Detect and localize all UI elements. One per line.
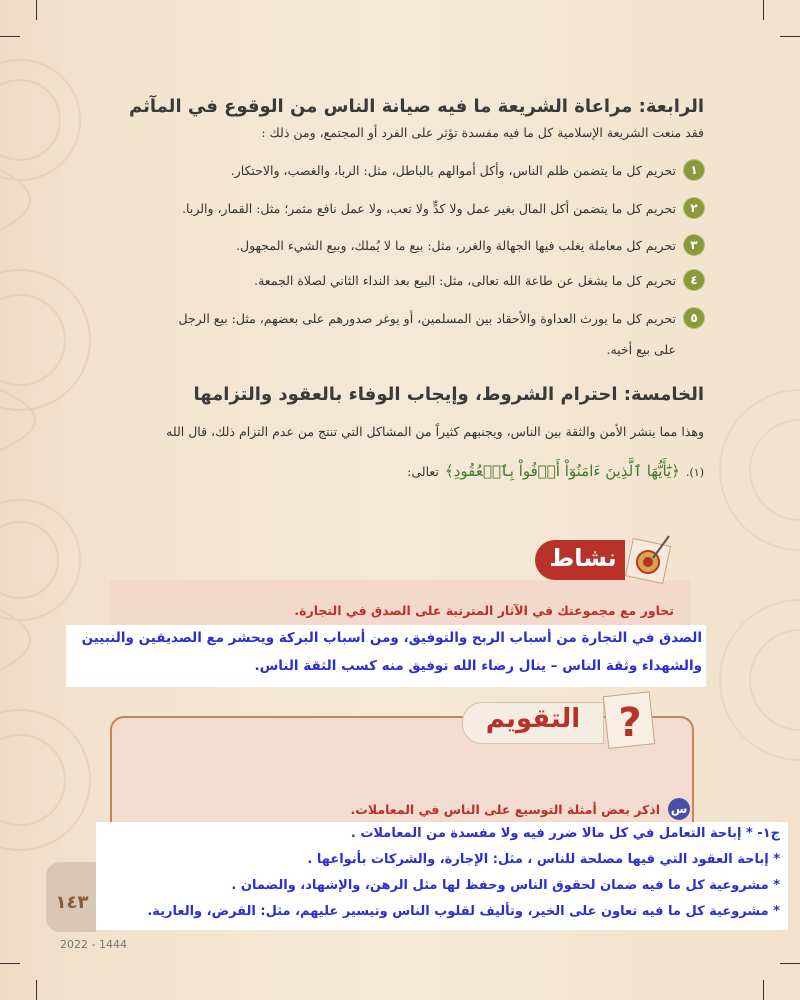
evaluation-title: التقويم — [485, 704, 581, 734]
year-label: 2022 - 1444 — [60, 938, 127, 951]
item-text-continued: على بيع أخيه. — [606, 342, 676, 357]
question-label-icon: س — [668, 798, 690, 820]
section4-intro: فقد منعت الشريعة الإسلامية كل ما فيه مفسدة تؤثر على الفرد أو المجتمع، ومن ذلك : — [261, 125, 704, 140]
item-number: ١ — [684, 160, 704, 180]
item-text: تحريم كل ما يتضمن أكل المال بغير عمل ولا كدٍّ ولا تعب، ولا عمل نافع مثمر؛ مثل: القمار، والربا. — [182, 200, 676, 216]
section5-heading: الخامسة: احترام الشروط، وإيجاب الوفاء بالعقود والتزامها — [193, 384, 704, 405]
question-mark-icon — [600, 688, 660, 752]
crop-mark — [0, 963, 20, 964]
item-text: تحريم كل ما يتضمن ظلم الناس، وأكل أموالهم بالباطل، مثل: الربا، والغصب، والاحتكار. — [230, 162, 676, 178]
list-item — [178, 308, 704, 328]
item-number: ٤ — [684, 270, 704, 290]
crop-mark — [763, 0, 764, 20]
pen-ornament-icon — [623, 534, 675, 586]
footnote-marker: (١). — [685, 466, 704, 479]
item-number: ٣ — [684, 235, 704, 255]
item-text: تحريم كل ما يشغل عن طاعة الله تعالى، مثل: البيع بعد النداء الثاني لصلاة الجمعة. — [254, 272, 676, 288]
crop-mark — [0, 36, 20, 37]
crop-mark — [780, 963, 800, 964]
item-number: ٢ — [684, 198, 704, 218]
item-text: تحريم كل معاملة يغلب فيها الجهالة والغرر، مثل: بيع ما لا يُملك، وبيع الشيء المجهول. — [236, 237, 676, 253]
crop-mark — [763, 980, 764, 1000]
item-number: ٥ — [684, 308, 704, 328]
question-row — [351, 798, 690, 820]
crop-mark — [36, 980, 37, 1000]
activity-title: نشاط — [549, 544, 617, 572]
section4-heading: الرابعة: مراعاة الشريعة ما فيه صيانة الناس من الوقوع في المآثم — [128, 96, 704, 117]
item-text: تحريم كل ما يورث العداوة والأحقاد بين المسلمين، أو يوغر صدورهم على بعضهم، مثل: بيع الرجل — [178, 310, 676, 326]
page-number: ١٤٣ — [55, 892, 89, 913]
evaluation-answer-1: ج١- * إباحة التعامل في كل مالا ضرر فيه ولا مفسدة من المعاملات . — [350, 826, 780, 841]
activity-answer-line1: الصدق في التجارة من أسباب الربح والتوفيق، ومن أسباب البركة ويحشر مع الصديقين والنبيين — [81, 630, 702, 646]
question-text: اذكر بعض أمثلة التوسيع على الناس في المعاملات. — [350, 801, 660, 817]
evaluation-badge — [462, 688, 662, 752]
activity-badge — [535, 534, 675, 586]
svg-text:?: ? — [618, 700, 642, 746]
list-item — [231, 160, 704, 180]
crop-mark — [780, 36, 800, 37]
quran-verse: ﴿يَٰٓأَيُّهَا ٱلَّذِينَ ءَامَنُوٓاْ أَوۡفُواْ بِٱلۡعُقُودِ﴾ — [444, 462, 680, 480]
list-item — [182, 198, 704, 218]
activity-prompt: تحاور مع مجموعتك في الآثار المترتبة على الصدق في التجارة. — [294, 603, 674, 618]
evaluation-answer-2: * إباحة العقود التي فيها مصلحة للناس ، مثل: الإجارة، والشركات بأنواعها . — [307, 852, 780, 867]
verse-line — [407, 462, 704, 480]
crop-mark — [36, 0, 37, 20]
list-item — [236, 235, 704, 255]
list-item — [254, 270, 704, 290]
section5-paragraph: وهذا مما ينشر الأمن والثقة بين الناس، ويجنبهم كثيراً من المشاكل التي تنتج من عدم التزام ذلك، قال الله — [166, 424, 704, 439]
activity-answer-line2: والشهداء وثقة الناس – ينال رضاء الله توفيق منه كسب الثقة الناس. — [254, 658, 702, 674]
verse-prefix: تعالى: — [407, 464, 439, 479]
evaluation-answer-3: * مشروعية كل ما فيه ضمان لحقوق الناس وحفظ لها مثل الرهن، والإشهاد، والضمان . — [231, 878, 780, 893]
evaluation-answer-4: * مشروعية كل ما فيه تعاون على الخير، وتأليف لقلوب الناس وتيسير عليهم، مثل: القرض، والعارية. — [147, 904, 780, 919]
